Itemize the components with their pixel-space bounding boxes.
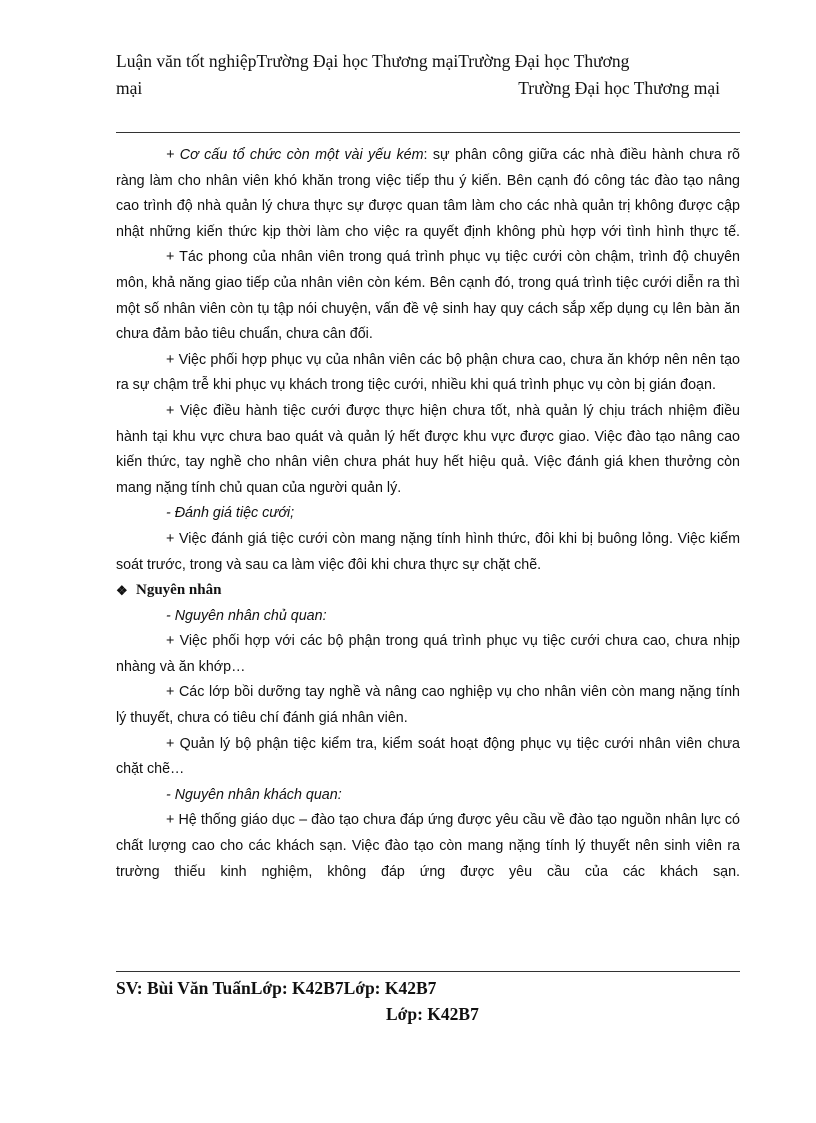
header-line-2-left: mại (116, 78, 143, 98)
paragraph-text: : sự phân công giữa các nhà điều hành chưa rõ ràng làm cho nhân viên khó khăn trong việc tiếp thu ý kiến. Bên cạnh đó công tác đào tạo nâng cao trình độ nhà quản lý chưa thực sự được quan tâm làm cho các nhà quản trị không được cập nhật những kiến thức kịp thời làm cho việc ra quyết định không phù hợp với tình hình thực tế. (116, 147, 740, 240)
paragraph-department-coordination: + Việc phối hợp với các bộ phận trong quá trình phục vụ tiệc cưới chưa cao, chưa nhịp nhàng và ăn khớp… (116, 633, 740, 675)
document-body (116, 143, 740, 885)
section-heading-causes (116, 578, 740, 604)
header-line-2-right: Trường Đại học Thương mại (518, 78, 720, 98)
header-line-1: Luận văn tốt nghiệpTrường Đại học Thương mạiTrường Đại học Thương (116, 51, 630, 71)
footer-divider (116, 971, 740, 972)
header-divider (116, 132, 740, 133)
header-line-2 (116, 75, 726, 102)
paragraph-evaluation: + Việc đánh giá tiệc cưới còn mang nặng tính hình thức, đôi khi bị buông lỏng. Việc kiểm soát trước, trong và sau ca làm việc đôi khi chưa thực sự chặt chẽ. (116, 530, 740, 573)
subheading-subjective-causes: - Nguyên nhân chủ quan: (166, 607, 327, 624)
paragraph-lead-italic: + Cơ cấu tổ chức còn một vài yếu kém (166, 147, 424, 163)
subheading-objective-causes: - Nguyên nhân khách quan: (166, 786, 342, 803)
paragraph-coordination: + Việc phối hợp phục vụ của nhân viên các bộ phận chưa cao, chưa ăn khớp nên nên tạo ra sự chậm trễ khi phục vụ khách trong tiệc cưới, nhiều khi quá trình phục vụ còn bị gián đoạn. (116, 351, 740, 394)
page-header (116, 48, 726, 102)
footer-line-2: Lớp: K42B7 (386, 1004, 479, 1024)
paragraph-structure-weakness (116, 143, 740, 245)
diamond-bullet-icon: ❖ (116, 583, 128, 599)
paragraph-training: + Các lớp bồi dưỡng tay nghề và nâng cao nghiệp vụ cho nhân viên còn mang nặng tính lý thuyết, chưa có tiêu chí đánh giá nhân viên. (116, 684, 740, 727)
paragraph-staff-manner: + Tác phong của nhân viên trong quá trình phục vụ tiệc cưới còn chậm, trình độ chuyên môn, khả năng giao tiếp của nhân viên còn kém. Bên cạnh đó, trong quá trình tiệc cưới diễn ra thì một số nhân viên còn tụ tập nói chuyện, vấn đề vệ sinh hay quy cách sắp xếp dụng cụ lên bàn ăn chưa đảm bảo tiêu chuẩn, chưa cân đối. (116, 249, 740, 343)
paragraph-management: + Việc điều hành tiệc cưới được thực hiện chưa tốt, nhà quản lý chịu trách nhiệm điều hành tại khu vực chưa bao quát và quản lý hết được khu vực được giao. Việc đào tạo nâng cao kiến thức, tay nghề cho nhân viên chưa phát huy hết hiệu quả. Việc đánh giá khen thưởng còn mang nặng tính chủ quan của người quản lý. (116, 402, 740, 496)
paragraph-control: + Quản lý bộ phận tiệc kiểm tra, kiểm soát hoạt động phục vụ tiệc cưới nhân viên chưa chặt chẽ… (116, 735, 740, 778)
footer-line-1: SV: Bùi Văn TuấnLớp: K42B7Lớp: K42B7 (116, 978, 437, 998)
section-heading-text: Nguyên nhân (136, 582, 222, 599)
subheading-evaluation: - Đánh giá tiệc cưới; (166, 505, 295, 522)
paragraph-education-system: + Hệ thống giáo dục – đào tạo chưa đáp ứng được yêu cầu về đào tạo nguồn nhân lực có chất lượng cao cho các khách sạn. Việc đào tạo còn mang nặng tính lý thuyết nên sinh viên ra trường thiếu kinh nghiệm, không đáp ứng được yêu cầu của các khách sạn. (116, 812, 740, 880)
page-footer (116, 975, 740, 1027)
